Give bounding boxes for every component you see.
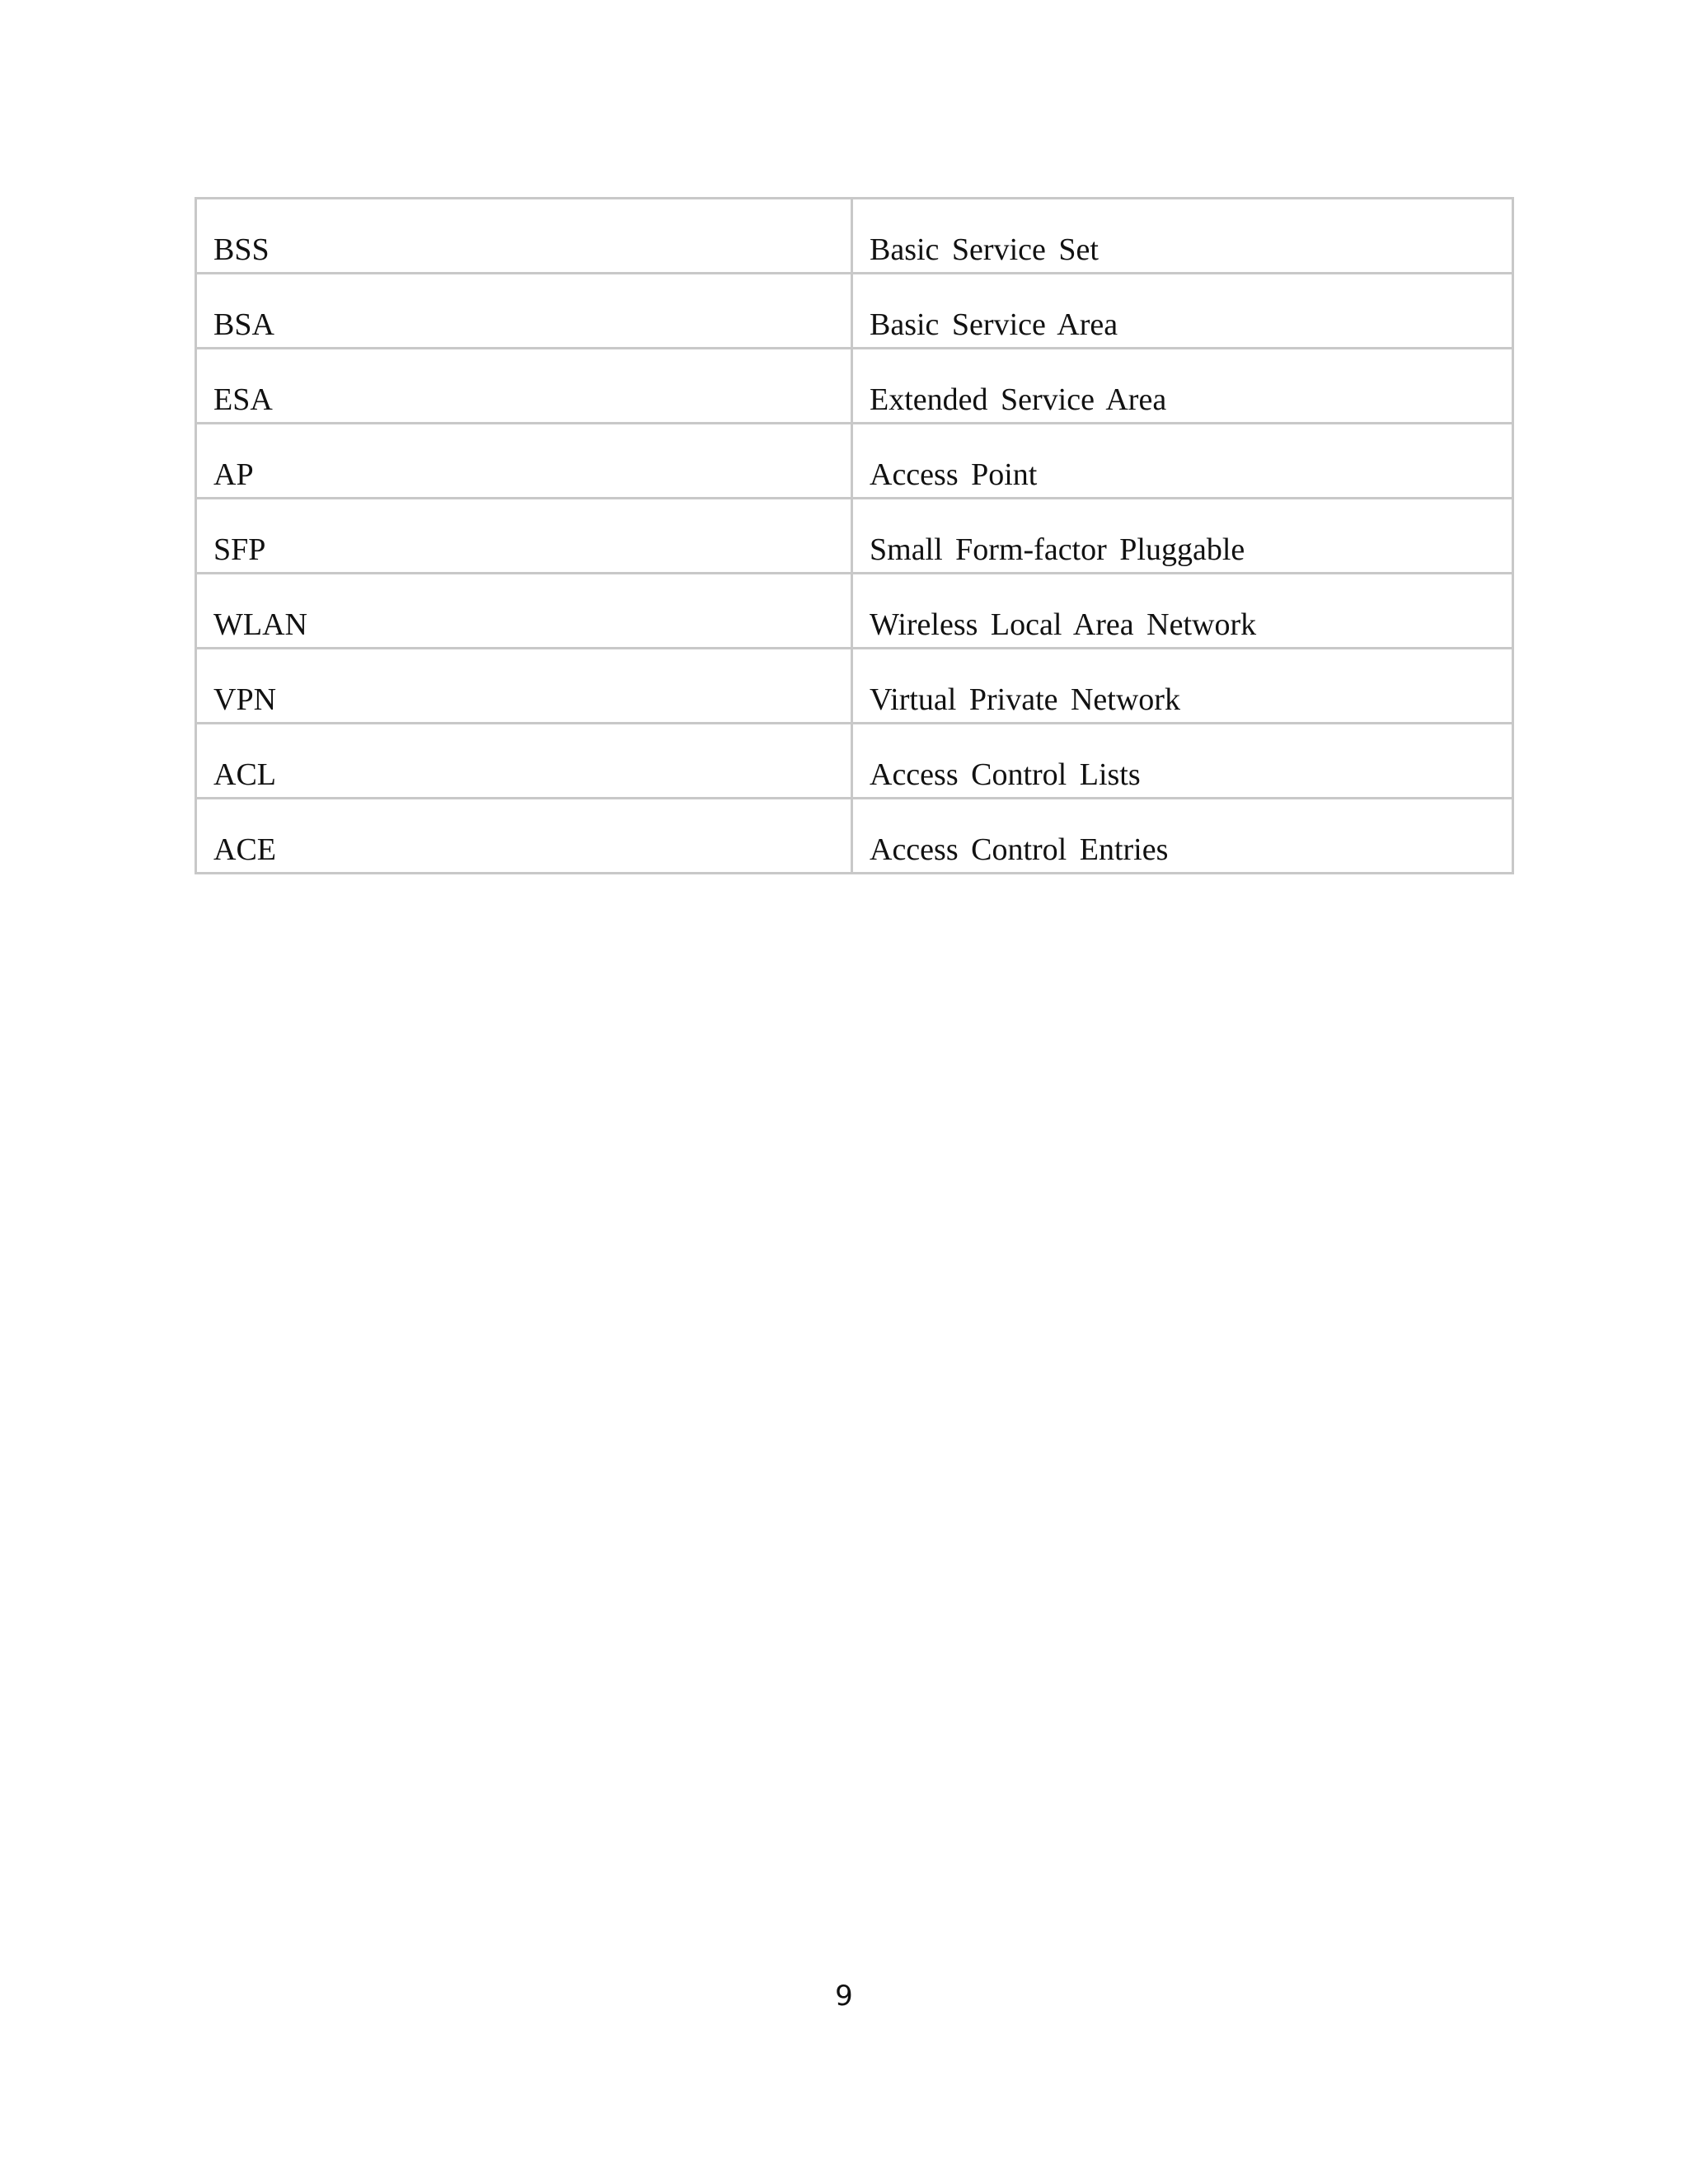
abbreviation-cell: [196, 274, 852, 349]
meaning-text: Virtual Private Network: [870, 682, 1180, 717]
meaning-cell: [852, 499, 1513, 574]
abbreviation-text: SFP: [213, 532, 266, 567]
page-number: 9: [835, 1980, 853, 2013]
abbreviation-text: WLAN: [213, 607, 307, 642]
meaning-text: Basic Service Area: [870, 307, 1118, 342]
abbreviation-cell: [196, 574, 852, 649]
abbreviation-cell: [196, 199, 852, 274]
meaning-text: Basic Service Set: [870, 232, 1099, 267]
abbreviation-text: BSA: [213, 307, 274, 342]
table-row: [196, 349, 1513, 424]
meaning-cell: [852, 724, 1513, 799]
meaning-cell: [852, 424, 1513, 499]
meaning-text: Access Control Entries: [870, 832, 1169, 867]
abbreviation-cell: [196, 499, 852, 574]
abbreviation-cell: [196, 724, 852, 799]
meaning-text: Access Control Lists: [870, 757, 1141, 792]
table-row: [196, 499, 1513, 574]
table-row: [196, 199, 1513, 274]
meaning-cell: [852, 799, 1513, 874]
table-row: [196, 574, 1513, 649]
abbreviation-cell: [196, 349, 852, 424]
abbreviation-text: ACL: [213, 757, 276, 792]
abbreviation-text: BSS: [213, 232, 270, 267]
abbreviation-text: ACE: [213, 832, 276, 867]
meaning-text: Small Form-factor Pluggable: [870, 532, 1245, 567]
meaning-text: Wireless Local Area Network: [870, 607, 1257, 642]
abbreviation-text: VPN: [213, 682, 277, 717]
table-row: [196, 799, 1513, 874]
meaning-cell: [852, 274, 1513, 349]
meaning-cell: [852, 349, 1513, 424]
table-row: [196, 274, 1513, 349]
abbreviation-cell: [196, 649, 852, 724]
abbreviation-text: ESA: [213, 382, 273, 417]
abbreviation-text: AP: [213, 457, 254, 492]
abbreviation-cell: [196, 424, 852, 499]
table-row: [196, 724, 1513, 799]
meaning-cell: [852, 649, 1513, 724]
abbreviation-cell: [196, 799, 852, 874]
meaning-text: Access Point: [870, 457, 1038, 492]
meaning-text: Extended Service Area: [870, 382, 1167, 417]
meaning-cell: [852, 199, 1513, 274]
table-row: [196, 649, 1513, 724]
table-row: [196, 424, 1513, 499]
abbreviations-table: [195, 197, 1514, 874]
meaning-cell: [852, 574, 1513, 649]
